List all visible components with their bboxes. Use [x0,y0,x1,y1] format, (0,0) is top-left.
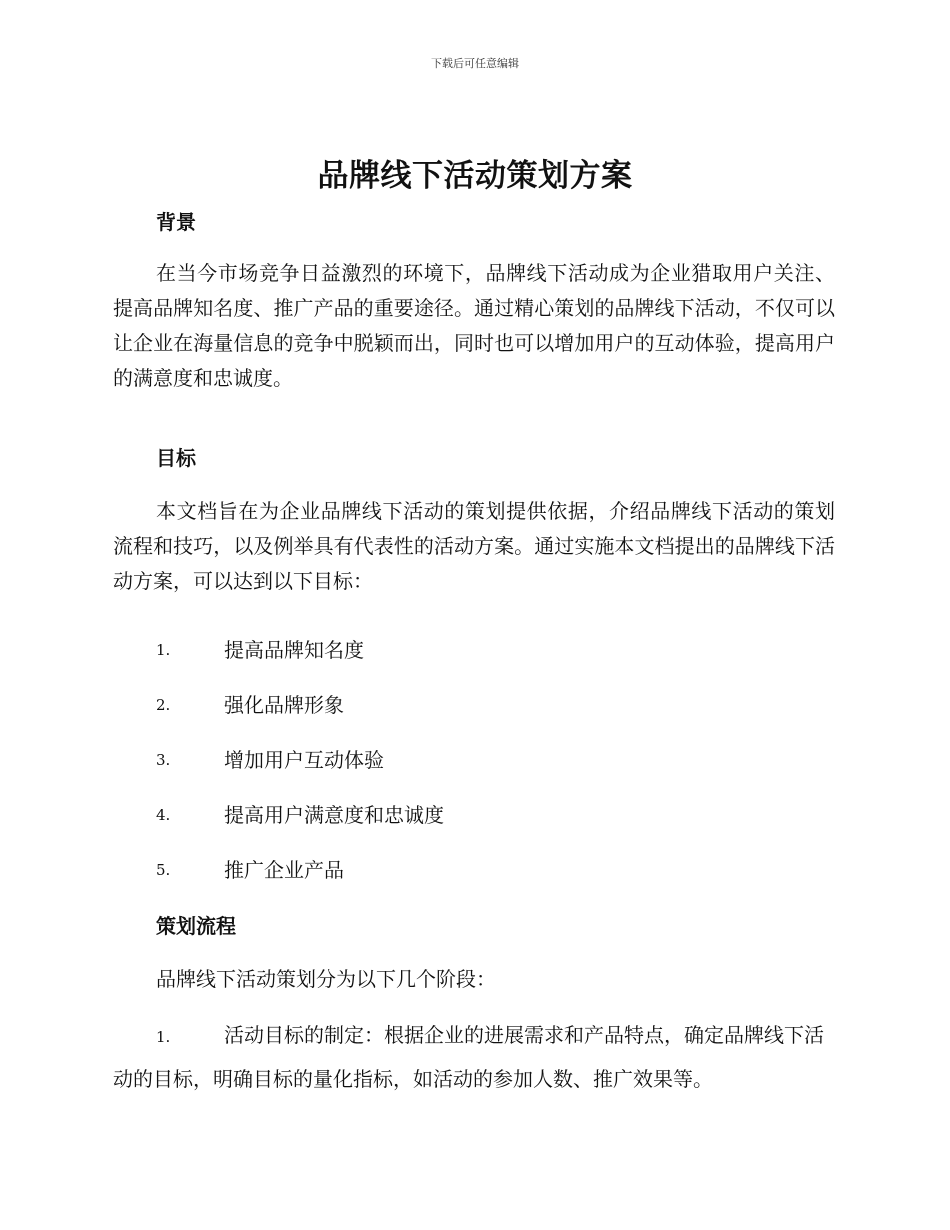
list-item [156,635,364,665]
list-item-number: 2. [156,696,171,714]
section-heading-background: 背景 [156,210,196,234]
list-item-number: 4. [156,806,171,824]
process-step-number: 1. [156,1028,171,1046]
process-step-text: 活动目标的制定：根据企业的进展需求和产品特点，确定品牌线下活动的目标，明确目标的量化指标，如活动的参加人数、推广效果等。 [113,1023,824,1091]
list-item-text: 提高品牌知名度 [224,638,364,662]
list-item [156,800,444,830]
list-item [156,690,344,720]
list-item-text: 提高用户满意度和忠诚度 [224,803,444,827]
list-item [156,855,344,885]
list-item-number: 1. [156,641,171,659]
goals-paragraph: 本文档旨在为企业品牌线下活动的策划提供依据，介绍品牌线下活动的策划流程和技巧，以及例举具有代表性的活动方案。通过实施本文档提出的品牌线下活动方案，可以达到以下目标： [113,499,835,593]
process-intro: 品牌线下活动策划分为以下几个阶段： [156,967,496,991]
process-step [113,1014,835,1100]
list-item-text: 增加用户互动体验 [224,748,384,772]
list-item-text: 强化品牌形象 [224,693,344,717]
document-title: 品牌线下活动策划方案 [317,158,633,194]
list-item [156,745,384,775]
list-item-text: 推广企业产品 [224,858,344,882]
section-heading-goals: 目标 [156,446,196,470]
header-note: 下载后可任意编辑 [431,57,519,70]
background-paragraph: 在当今市场竞争日益激烈的环境下，品牌线下活动成为企业猎取用户关注、提高品牌知名度、推广产品的重要途径。通过精心策划的品牌线下活动，不仅可以让企业在海量信息的竞争中脱颖而出，同时也可以增加用户的互动体验，提高用户的满意度和忠诚度。 [113,261,835,390]
list-item-number: 3. [156,751,171,769]
list-item-number: 5. [156,861,171,879]
section-heading-process: 策划流程 [156,914,236,938]
